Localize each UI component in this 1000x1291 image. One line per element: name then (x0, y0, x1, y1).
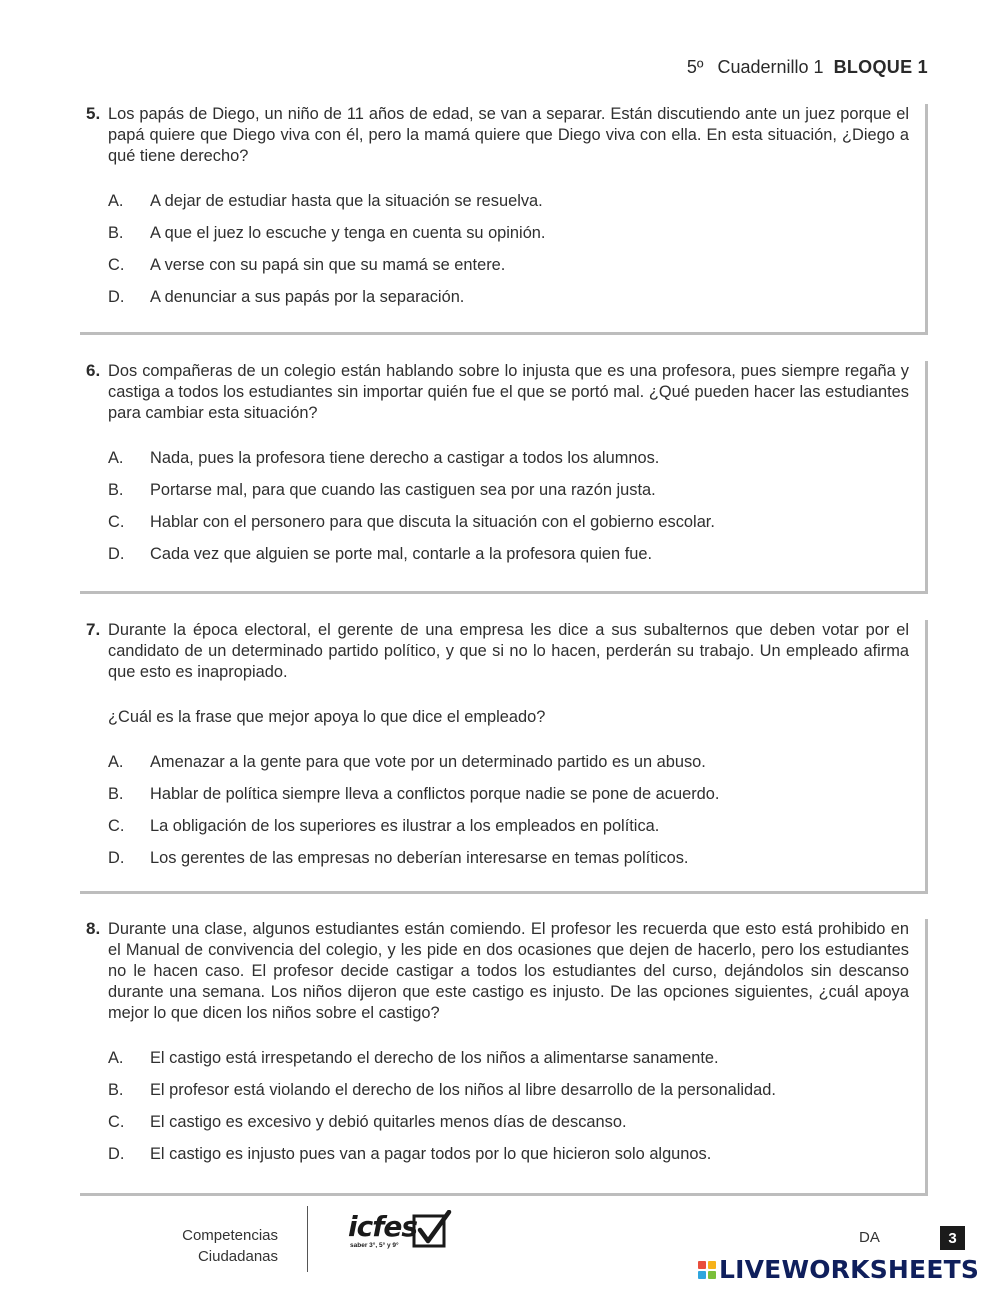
option-letter: C. (108, 817, 125, 835)
option-text: Amenazar a la gente para que vote por un determinado partido es un abuso. (150, 753, 706, 771)
option-c[interactable] (108, 816, 909, 837)
option-b[interactable] (108, 223, 909, 244)
liveworksheets-text: LIVEWORKSHEETS (719, 1255, 980, 1284)
option-letter: B. (108, 224, 124, 242)
option-b[interactable] (108, 1080, 909, 1101)
page-number: 3 (940, 1226, 965, 1250)
icfes-logo (348, 1210, 418, 1249)
check-icon (412, 1210, 452, 1248)
subject-line-2: Ciudadanas (197, 1248, 278, 1265)
question-stem: Dos compañeras de un colegio están hablando sobre lo injusta que es una profesora, pues siempre regaña y castiga a todos los estudiantes sin importar quién fue el que se portó mal. ¿Qué pueden hacer las estudiantes para cambiar esta situación? (108, 362, 909, 422)
option-text: El castigo es excesivo y debió quitarles menos días de descanso. (150, 1113, 627, 1131)
option-c[interactable] (108, 255, 909, 276)
option-letter: A. (108, 449, 124, 467)
option-text: A que el juez lo escuche y tenga en cuenta su opinión. (150, 224, 546, 242)
option-text: A dejar de estudiar hasta que la situación se resuelva. (150, 192, 543, 210)
option-letter: B. (108, 785, 124, 803)
option-text: Cada vez que alguien se porte mal, contarle a la profesora quien fue. (150, 545, 653, 563)
option-c[interactable] (108, 512, 909, 533)
subject-line-1: Competencias (182, 1227, 278, 1244)
option-b[interactable] (108, 480, 909, 501)
option-letter: A. (108, 1049, 124, 1067)
icfes-logo-word: icfes (348, 1210, 418, 1243)
options-list (108, 448, 909, 565)
footer-code: DA (859, 1229, 880, 1246)
option-d[interactable] (108, 544, 909, 565)
question-5 (80, 104, 928, 335)
option-d[interactable] (108, 1144, 909, 1165)
option-letter: A. (108, 753, 124, 771)
option-a[interactable] (108, 752, 909, 773)
question-8 (80, 919, 928, 1196)
option-letter: D. (108, 849, 125, 867)
option-letter: D. (108, 545, 125, 563)
question-stem: Durante una clase, algunos estudiantes están comiendo. El profesor les recuerda que esto está prohibido en el Manual de convivencia del colegio, y les pide en dos ocasiones que dejen de hacerlo, pero los estudiantes no le hacen caso. El profesor decide castigar a todos los estudiantes del curso, dejándolos sin descanso durante una semana. Los niños dijeron que este castigo es injusto. De las opciones siguientes, ¿cuál apoya mejor lo que dicen los niños sobre el castigo? (108, 920, 909, 1022)
option-letter: D. (108, 288, 125, 306)
options-list (108, 1048, 909, 1165)
option-letter: B. (108, 481, 124, 499)
option-d[interactable] (108, 287, 909, 308)
option-c[interactable] (108, 1112, 909, 1133)
option-a[interactable] (108, 448, 909, 469)
icfes-logo-tagline: saber 3°, 5° y 9° (350, 1242, 399, 1249)
option-text: A verse con su papá sin que su mamá se entere. (150, 256, 506, 274)
question-7 (80, 620, 928, 894)
option-letter: D. (108, 1145, 125, 1163)
option-letter: A. (108, 192, 124, 210)
question-stem: Los papás de Diego, un niño de 11 años de edad, se van a separar. Están discutiendo ante un juez porque el papá quiere que Diego viva con él, pero la mamá quiere que Diego viva con ella. En esta situación, ¿Diego a qué tiene derecho? (108, 105, 909, 165)
question-stem: Durante la época electoral, el gerente de una empresa les dice a sus subalternos que deben votar por el candidato de un determinado partido político, y que si no lo hacen, perderán su trabajo. Un empleado afirma que esto es inapropiado. (108, 621, 909, 681)
option-text: Portarse mal, para que cuando las castiguen sea por una razón justa. (150, 481, 656, 499)
booklet-label: Cuadernillo 1 (717, 57, 824, 77)
question-prompt: ¿Cuál es la frase que mejor apoya lo que dice el empleado? (108, 708, 546, 726)
option-text: La obligación de los superiores es ilustrar a los empleados en política. (150, 817, 660, 835)
page-header (687, 57, 928, 78)
question-number: 5. (86, 104, 101, 123)
question-number: 8. (86, 919, 101, 938)
option-a[interactable] (108, 1048, 909, 1069)
option-text: El castigo es injusto pues van a pagar todos por lo que hicieron solo algunos. (150, 1145, 712, 1163)
liveworksheets-watermark (698, 1256, 979, 1284)
option-b[interactable] (108, 784, 909, 805)
footer-divider (307, 1206, 308, 1272)
block-label: BLOQUE 1 (833, 57, 928, 77)
option-letter: C. (108, 1113, 125, 1131)
question-6 (80, 361, 928, 594)
subject-label (150, 1225, 278, 1267)
option-a[interactable] (108, 191, 909, 212)
option-text: Hablar de política siempre lleva a conflictos porque nadie se pone de acuerdo. (150, 785, 720, 803)
option-d[interactable] (108, 848, 909, 869)
question-number: 7. (86, 620, 101, 639)
options-list (108, 752, 909, 869)
option-letter: C. (108, 256, 125, 274)
option-text: Nada, pues la profesora tiene derecho a castigar a todos los alumnos. (150, 449, 660, 467)
option-text: El castigo está irrespetando el derecho de los niños a alimentarse sanamente. (150, 1049, 719, 1067)
option-text: Los gerentes de las empresas no deberían interesarse en temas políticos. (150, 849, 689, 867)
liveworksheets-grid-icon (698, 1261, 716, 1279)
option-letter: C. (108, 513, 125, 531)
options-list (108, 191, 909, 308)
option-text: Hablar con el personero para que discuta la situación con el gobierno escolar. (150, 513, 715, 531)
grade-label: 5º (686, 57, 704, 77)
option-letter: B. (108, 1081, 124, 1099)
option-text: A denunciar a sus papás por la separación. (150, 288, 465, 306)
option-text: El profesor está violando el derecho de los niños al libre desarrollo de la personalidad. (150, 1081, 776, 1099)
question-number: 6. (86, 361, 101, 380)
